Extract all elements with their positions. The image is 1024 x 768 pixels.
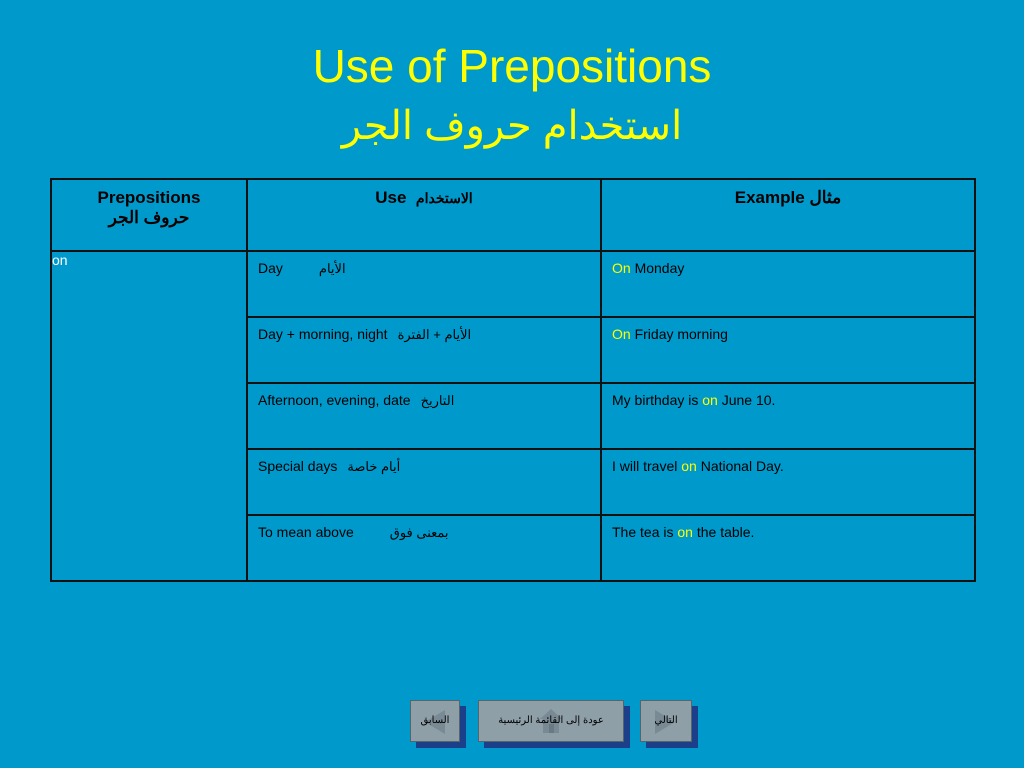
header-prepositions-label: Prepositions bbox=[97, 188, 201, 207]
example-post: National Day. bbox=[696, 458, 784, 474]
use-arabic: الأيام bbox=[318, 261, 346, 276]
header-example-label: Example bbox=[734, 188, 805, 207]
example-pre: I will travel bbox=[612, 458, 682, 474]
prev-button-label: السابق bbox=[420, 715, 450, 726]
use-arabic: أيام خاصة bbox=[347, 459, 401, 474]
use-text: Afternoon, evening, date bbox=[258, 392, 411, 408]
use-cell bbox=[247, 383, 601, 449]
header-prepositions bbox=[51, 179, 247, 251]
next-button[interactable] bbox=[640, 700, 692, 742]
example-post: Friday morning bbox=[630, 326, 728, 342]
example-cell bbox=[601, 383, 975, 449]
header-use bbox=[247, 179, 601, 251]
header-example-arabic: مثال bbox=[809, 188, 842, 207]
slide-title-arabic: استخدام حروف الجر bbox=[341, 104, 683, 148]
use-cell bbox=[247, 251, 601, 317]
example-highlight: On bbox=[612, 260, 631, 276]
preposition-cell: on bbox=[51, 251, 247, 581]
header-use-arabic: الاستخدام bbox=[415, 190, 473, 206]
example-post: the table. bbox=[692, 524, 755, 540]
example-pre: My birthday is bbox=[612, 392, 703, 408]
example-cell bbox=[601, 251, 975, 317]
example-pre: The tea is bbox=[612, 524, 678, 540]
header-example bbox=[601, 179, 975, 251]
example-highlight: On bbox=[612, 326, 631, 342]
header-use-label: Use bbox=[375, 188, 407, 207]
example-post: June 10. bbox=[717, 392, 776, 408]
use-text: Day bbox=[258, 260, 283, 276]
example-highlight: on bbox=[702, 392, 718, 408]
table-row bbox=[51, 251, 975, 317]
example-cell bbox=[601, 317, 975, 383]
use-cell bbox=[247, 317, 601, 383]
use-text: Special days bbox=[258, 458, 338, 474]
example-highlight: on bbox=[681, 458, 697, 474]
use-text: To mean above bbox=[258, 524, 354, 540]
table-header-row bbox=[51, 179, 975, 251]
use-arabic: التاريخ bbox=[420, 393, 455, 408]
example-highlight: on bbox=[677, 524, 693, 540]
example-post: Monday bbox=[630, 260, 685, 276]
use-cell bbox=[247, 449, 601, 515]
prepositions-table bbox=[50, 178, 976, 582]
prev-button[interactable] bbox=[410, 700, 460, 742]
use-text: Day + morning, night bbox=[258, 326, 388, 342]
example-cell bbox=[601, 449, 975, 515]
header-prepositions-arabic: حروف الجر bbox=[108, 208, 190, 227]
use-arabic: الأيام + الفترة bbox=[397, 327, 472, 342]
home-button-label: عودة إلى القائمة الرئيسية bbox=[498, 715, 604, 726]
home-button[interactable] bbox=[478, 700, 624, 742]
use-arabic: بمعنى فوق bbox=[389, 525, 449, 540]
slide-title: Use of Prepositions bbox=[312, 40, 712, 92]
next-button-label: التالي bbox=[654, 715, 678, 726]
example-cell bbox=[601, 515, 975, 581]
use-cell bbox=[247, 515, 601, 581]
